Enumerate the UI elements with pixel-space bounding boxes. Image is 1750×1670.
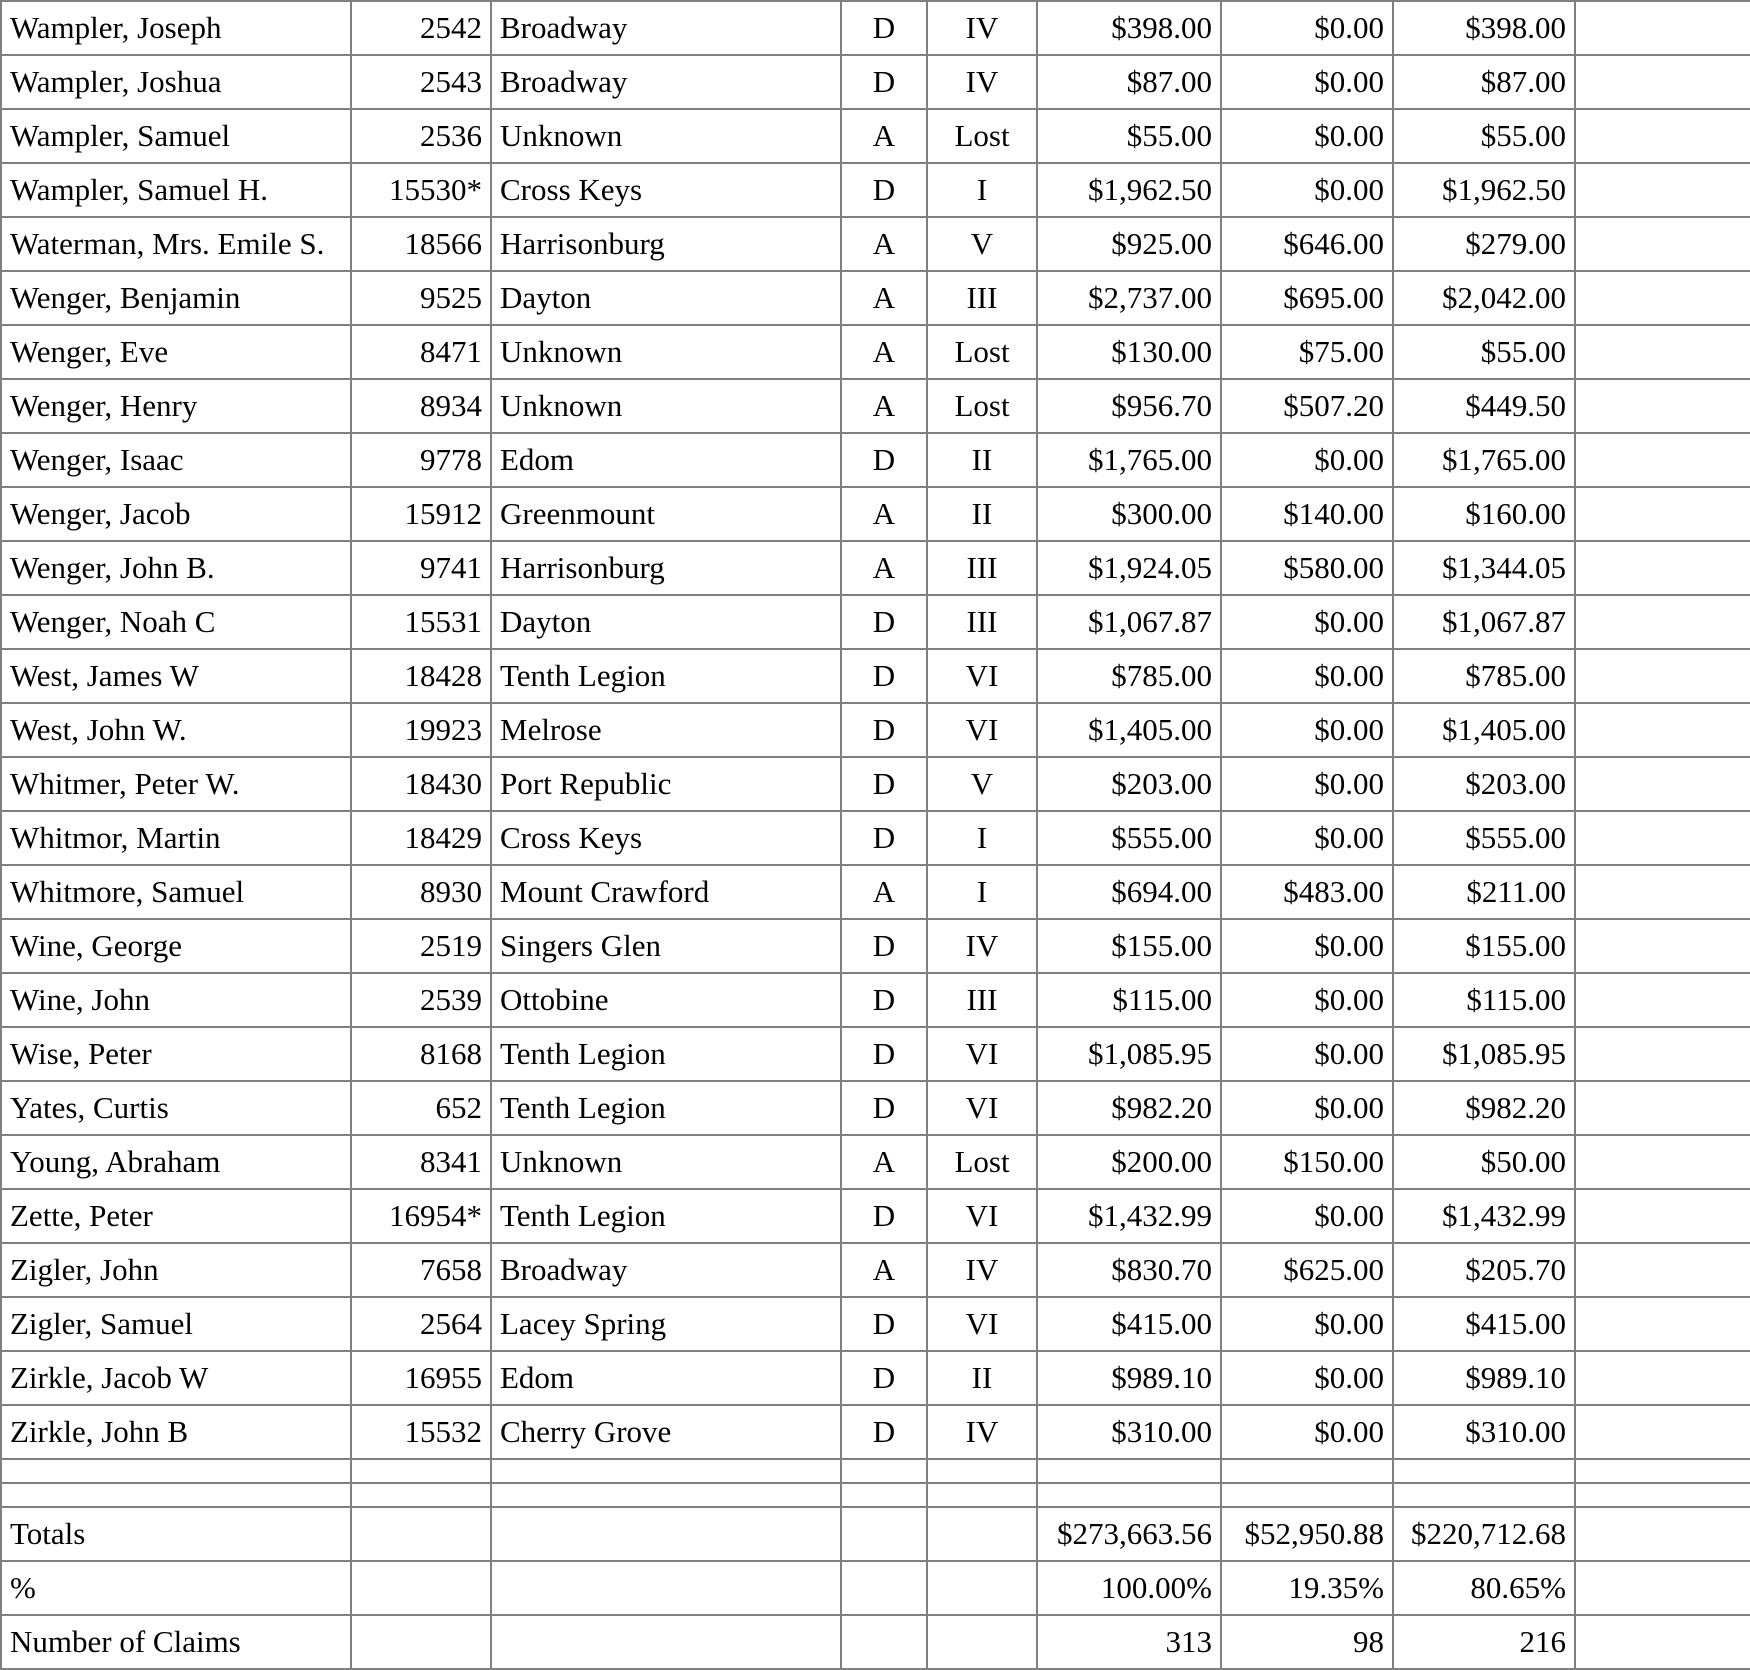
empty-cell — [1575, 1, 1750, 55]
location: Unknown — [491, 325, 841, 379]
claimant-name: Zigler, Samuel — [1, 1297, 351, 1351]
amount-allowed: $398.00 — [1393, 1, 1575, 55]
category: II — [927, 1351, 1037, 1405]
amount-claimed: $989.10 — [1037, 1351, 1221, 1405]
claimant-name: West, John W. — [1, 703, 351, 757]
category: I — [927, 811, 1037, 865]
category: Lost — [927, 1135, 1037, 1189]
status-code: A — [841, 865, 927, 919]
totals-disallowed: $52,950.88 — [1221, 1507, 1393, 1561]
amount-disallowed: $0.00 — [1221, 703, 1393, 757]
amount-claimed: $694.00 — [1037, 865, 1221, 919]
category: VI — [927, 1189, 1037, 1243]
empty-cell — [1575, 595, 1750, 649]
claim-number: 9741 — [351, 541, 491, 595]
empty-cell — [1575, 1189, 1750, 1243]
location: Mount Crawford — [491, 865, 841, 919]
amount-allowed: $1,765.00 — [1393, 433, 1575, 487]
claimant-name: Whitmer, Peter W. — [1, 757, 351, 811]
category: II — [927, 433, 1037, 487]
status-code: D — [841, 1027, 927, 1081]
location: Ottobine — [491, 973, 841, 1027]
claim-number: 9778 — [351, 433, 491, 487]
claimant-name: Whitmore, Samuel — [1, 865, 351, 919]
empty-cell — [1575, 163, 1750, 217]
category: V — [927, 217, 1037, 271]
amount-allowed: $555.00 — [1393, 811, 1575, 865]
amount-claimed: $1,067.87 — [1037, 595, 1221, 649]
amount-claimed: $1,962.50 — [1037, 163, 1221, 217]
location: Tenth Legion — [491, 1027, 841, 1081]
amount-allowed: $1,067.87 — [1393, 595, 1575, 649]
status-code: D — [841, 649, 927, 703]
amount-disallowed: $0.00 — [1221, 1081, 1393, 1135]
table-row — [1, 1027, 1750, 1081]
empty-cell — [1575, 649, 1750, 703]
table-row — [1, 271, 1750, 325]
claimant-name: Wampler, Samuel H. — [1, 163, 351, 217]
empty-cell — [1575, 1027, 1750, 1081]
location: Tenth Legion — [491, 1081, 841, 1135]
claimant-name: Young, Abraham — [1, 1135, 351, 1189]
location: Edom — [491, 433, 841, 487]
category: II — [927, 487, 1037, 541]
amount-claimed: $830.70 — [1037, 1243, 1221, 1297]
table-row — [1, 163, 1750, 217]
status-code: D — [841, 55, 927, 109]
amount-claimed: $200.00 — [1037, 1135, 1221, 1189]
claimant-name: Wampler, Samuel — [1, 109, 351, 163]
claim-number: 15530* — [351, 163, 491, 217]
location: Harrisonburg — [491, 217, 841, 271]
amount-allowed: $415.00 — [1393, 1297, 1575, 1351]
claimant-name: Wenger, Noah C — [1, 595, 351, 649]
claims-count-row — [1, 1615, 1750, 1669]
amount-disallowed: $0.00 — [1221, 1027, 1393, 1081]
claimant-name: West, James W — [1, 649, 351, 703]
location: Singers Glen — [491, 919, 841, 973]
status-code: D — [841, 703, 927, 757]
amount-allowed: $310.00 — [1393, 1405, 1575, 1459]
category: IV — [927, 919, 1037, 973]
amount-disallowed: $75.00 — [1221, 325, 1393, 379]
claim-number: 18430 — [351, 757, 491, 811]
amount-disallowed: $646.00 — [1221, 217, 1393, 271]
table-row — [1, 1351, 1750, 1405]
amount-allowed: $55.00 — [1393, 325, 1575, 379]
claims-table-body — [1, 1, 1750, 1459]
table-row — [1, 217, 1750, 271]
claimant-name: Wampler, Joseph — [1, 1, 351, 55]
status-code: D — [841, 1, 927, 55]
claimant-name: Wenger, Eve — [1, 325, 351, 379]
location: Unknown — [491, 379, 841, 433]
category: III — [927, 973, 1037, 1027]
claims-count-label: Number of Claims — [1, 1615, 351, 1669]
amount-disallowed: $0.00 — [1221, 757, 1393, 811]
amount-disallowed: $0.00 — [1221, 163, 1393, 217]
table-row — [1, 811, 1750, 865]
amount-disallowed: $0.00 — [1221, 649, 1393, 703]
location: Dayton — [491, 271, 841, 325]
location: Broadway — [491, 55, 841, 109]
table-row — [1, 1189, 1750, 1243]
percent-label: % — [1, 1561, 351, 1615]
claimant-name: Wenger, Benjamin — [1, 271, 351, 325]
category: V — [927, 757, 1037, 811]
claimant-name: Wampler, Joshua — [1, 55, 351, 109]
amount-allowed: $160.00 — [1393, 487, 1575, 541]
amount-allowed: $2,042.00 — [1393, 271, 1575, 325]
claim-number: 2536 — [351, 109, 491, 163]
category: Lost — [927, 109, 1037, 163]
claim-number: 2539 — [351, 973, 491, 1027]
amount-disallowed: $0.00 — [1221, 1189, 1393, 1243]
claimant-name: Wine, John — [1, 973, 351, 1027]
category: VI — [927, 1027, 1037, 1081]
claim-number: 18429 — [351, 811, 491, 865]
table-row — [1, 865, 1750, 919]
location: Melrose — [491, 703, 841, 757]
status-code: D — [841, 811, 927, 865]
status-code: A — [841, 541, 927, 595]
claim-number: 8934 — [351, 379, 491, 433]
category: IV — [927, 1, 1037, 55]
category: III — [927, 541, 1037, 595]
amount-claimed: $982.20 — [1037, 1081, 1221, 1135]
amount-claimed: $398.00 — [1037, 1, 1221, 55]
amount-claimed: $555.00 — [1037, 811, 1221, 865]
location: Cross Keys — [491, 163, 841, 217]
amount-disallowed: $150.00 — [1221, 1135, 1393, 1189]
claim-number: 652 — [351, 1081, 491, 1135]
amount-disallowed: $0.00 — [1221, 973, 1393, 1027]
claim-number: 18566 — [351, 217, 491, 271]
empty-cell — [1575, 1135, 1750, 1189]
amount-claimed: $1,405.00 — [1037, 703, 1221, 757]
location: Tenth Legion — [491, 1189, 841, 1243]
amount-allowed: $211.00 — [1393, 865, 1575, 919]
category: IV — [927, 1243, 1037, 1297]
amount-allowed: $155.00 — [1393, 919, 1575, 973]
spacer-row — [1, 1483, 1750, 1507]
claims-count-claimed: 313 — [1037, 1615, 1221, 1669]
percent-row — [1, 1561, 1750, 1615]
status-code: D — [841, 1297, 927, 1351]
table-row — [1, 649, 1750, 703]
amount-disallowed: $0.00 — [1221, 55, 1393, 109]
amount-disallowed: $580.00 — [1221, 541, 1393, 595]
table-row — [1, 973, 1750, 1027]
claim-number: 15532 — [351, 1405, 491, 1459]
location: Port Republic — [491, 757, 841, 811]
status-code: D — [841, 433, 927, 487]
category: VI — [927, 1081, 1037, 1135]
location: Lacey Spring — [491, 1297, 841, 1351]
empty-cell — [1575, 541, 1750, 595]
amount-disallowed: $0.00 — [1221, 595, 1393, 649]
amount-allowed: $449.50 — [1393, 379, 1575, 433]
location: Greenmount — [491, 487, 841, 541]
amount-claimed: $785.00 — [1037, 649, 1221, 703]
amount-allowed: $989.10 — [1393, 1351, 1575, 1405]
amount-claimed: $87.00 — [1037, 55, 1221, 109]
empty-cell — [1575, 487, 1750, 541]
amount-allowed: $1,405.00 — [1393, 703, 1575, 757]
amount-disallowed: $0.00 — [1221, 433, 1393, 487]
category: I — [927, 163, 1037, 217]
amount-disallowed: $0.00 — [1221, 1297, 1393, 1351]
amount-claimed: $925.00 — [1037, 217, 1221, 271]
claim-number: 2542 — [351, 1, 491, 55]
table-row — [1, 109, 1750, 163]
empty-cell — [1575, 1081, 1750, 1135]
empty-cell — [1575, 1351, 1750, 1405]
table-row — [1, 703, 1750, 757]
amount-allowed: $1,344.05 — [1393, 541, 1575, 595]
summary-section — [1, 1459, 1750, 1669]
claim-number: 2519 — [351, 919, 491, 973]
category: VI — [927, 649, 1037, 703]
claimant-name: Whitmor, Martin — [1, 811, 351, 865]
status-code: A — [841, 1243, 927, 1297]
location: Edom — [491, 1351, 841, 1405]
status-code: A — [841, 1135, 927, 1189]
amount-allowed: $1,085.95 — [1393, 1027, 1575, 1081]
status-code: A — [841, 325, 927, 379]
claim-number: 7658 — [351, 1243, 491, 1297]
table-row — [1, 55, 1750, 109]
empty-cell — [1575, 703, 1750, 757]
claim-number: 8168 — [351, 1027, 491, 1081]
location: Dayton — [491, 595, 841, 649]
empty-cell — [1575, 325, 1750, 379]
table-row — [1, 1081, 1750, 1135]
status-code: D — [841, 1405, 927, 1459]
claim-number: 8930 — [351, 865, 491, 919]
amount-allowed: $203.00 — [1393, 757, 1575, 811]
location: Broadway — [491, 1, 841, 55]
spacer-row — [1, 1459, 1750, 1483]
location: Unknown — [491, 1135, 841, 1189]
amount-allowed: $55.00 — [1393, 109, 1575, 163]
claimant-name: Wenger, Jacob — [1, 487, 351, 541]
amount-claimed: $115.00 — [1037, 973, 1221, 1027]
amount-disallowed: $0.00 — [1221, 1405, 1393, 1459]
amount-claimed: $956.70 — [1037, 379, 1221, 433]
category: IV — [927, 55, 1037, 109]
amount-claimed: $310.00 — [1037, 1405, 1221, 1459]
status-code: D — [841, 919, 927, 973]
status-code: D — [841, 1189, 927, 1243]
amount-claimed: $55.00 — [1037, 109, 1221, 163]
empty-cell — [1575, 757, 1750, 811]
empty-cell — [1575, 1405, 1750, 1459]
claim-number: 18428 — [351, 649, 491, 703]
table-row — [1, 919, 1750, 973]
table-row — [1, 1405, 1750, 1459]
amount-claimed: $203.00 — [1037, 757, 1221, 811]
percent-allowed: 80.65% — [1393, 1561, 1575, 1615]
location: Cross Keys — [491, 811, 841, 865]
amount-claimed: $2,737.00 — [1037, 271, 1221, 325]
status-code: D — [841, 1081, 927, 1135]
claim-number: 2543 — [351, 55, 491, 109]
claimant-name: Wenger, Isaac — [1, 433, 351, 487]
claim-number: 15531 — [351, 595, 491, 649]
empty-cell — [1575, 865, 1750, 919]
amount-allowed: $1,432.99 — [1393, 1189, 1575, 1243]
status-code: A — [841, 379, 927, 433]
amount-allowed: $785.00 — [1393, 649, 1575, 703]
empty-cell — [1575, 1243, 1750, 1297]
totals-claimed: $273,663.56 — [1037, 1507, 1221, 1561]
amount-claimed: $300.00 — [1037, 487, 1221, 541]
category: III — [927, 271, 1037, 325]
status-code: D — [841, 757, 927, 811]
claimant-name: Waterman, Mrs. Emile S. — [1, 217, 351, 271]
empty-cell — [1575, 433, 1750, 487]
claimant-name: Zirkle, Jacob W — [1, 1351, 351, 1405]
claim-number: 16955 — [351, 1351, 491, 1405]
totals-allowed: $220,712.68 — [1393, 1507, 1575, 1561]
amount-allowed: $115.00 — [1393, 973, 1575, 1027]
location: Unknown — [491, 109, 841, 163]
table-row — [1, 757, 1750, 811]
status-code: D — [841, 1351, 927, 1405]
table-row — [1, 541, 1750, 595]
amount-claimed: $1,924.05 — [1037, 541, 1221, 595]
amount-disallowed: $625.00 — [1221, 1243, 1393, 1297]
claimant-name: Zigler, John — [1, 1243, 351, 1297]
amount-claimed: $130.00 — [1037, 325, 1221, 379]
table-row — [1, 325, 1750, 379]
percent-disallowed: 19.35% — [1221, 1561, 1393, 1615]
claimant-name: Zirkle, John B — [1, 1405, 351, 1459]
status-code: D — [841, 163, 927, 217]
category: I — [927, 865, 1037, 919]
claims-count-allowed: 216 — [1393, 1615, 1575, 1669]
category: Lost — [927, 379, 1037, 433]
claim-number: 9525 — [351, 271, 491, 325]
status-code: D — [841, 595, 927, 649]
amount-disallowed: $0.00 — [1221, 1, 1393, 55]
amount-disallowed: $140.00 — [1221, 487, 1393, 541]
claimant-name: Yates, Curtis — [1, 1081, 351, 1135]
claimant-name: Wenger, Henry — [1, 379, 351, 433]
category: Lost — [927, 325, 1037, 379]
amount-disallowed: $0.00 — [1221, 1351, 1393, 1405]
claimant-name: Wenger, John B. — [1, 541, 351, 595]
amount-disallowed: $0.00 — [1221, 919, 1393, 973]
table-row — [1, 1297, 1750, 1351]
empty-cell — [1575, 1297, 1750, 1351]
status-code: A — [841, 487, 927, 541]
totals-row — [1, 1507, 1750, 1561]
empty-cell — [1575, 811, 1750, 865]
claimant-name: Wise, Peter — [1, 1027, 351, 1081]
amount-allowed: $205.70 — [1393, 1243, 1575, 1297]
claims-count-disallowed: 98 — [1221, 1615, 1393, 1669]
status-code: A — [841, 271, 927, 325]
amount-allowed: $50.00 — [1393, 1135, 1575, 1189]
category: III — [927, 595, 1037, 649]
claim-number: 19923 — [351, 703, 491, 757]
amount-allowed: $1,962.50 — [1393, 163, 1575, 217]
amount-allowed: $982.20 — [1393, 1081, 1575, 1135]
amount-allowed: $279.00 — [1393, 217, 1575, 271]
status-code: D — [841, 973, 927, 1027]
amount-disallowed: $483.00 — [1221, 865, 1393, 919]
claimant-name: Wine, George — [1, 919, 351, 973]
amount-claimed: $155.00 — [1037, 919, 1221, 973]
claimant-name: Zette, Peter — [1, 1189, 351, 1243]
amount-disallowed: $0.00 — [1221, 109, 1393, 163]
category: VI — [927, 703, 1037, 757]
claim-number: 8341 — [351, 1135, 491, 1189]
amount-claimed: $415.00 — [1037, 1297, 1221, 1351]
empty-cell — [1575, 217, 1750, 271]
category: VI — [927, 1297, 1037, 1351]
amount-claimed: $1,085.95 — [1037, 1027, 1221, 1081]
table-row — [1, 1135, 1750, 1189]
amount-disallowed: $695.00 — [1221, 271, 1393, 325]
location: Cherry Grove — [491, 1405, 841, 1459]
table-row — [1, 433, 1750, 487]
amount-claimed: $1,765.00 — [1037, 433, 1221, 487]
amount-claimed: $1,432.99 — [1037, 1189, 1221, 1243]
amount-allowed: $87.00 — [1393, 55, 1575, 109]
empty-cell — [1575, 271, 1750, 325]
claim-number: 16954* — [351, 1189, 491, 1243]
location: Harrisonburg — [491, 541, 841, 595]
percent-claimed: 100.00% — [1037, 1561, 1221, 1615]
table-row — [1, 595, 1750, 649]
table-row — [1, 1243, 1750, 1297]
empty-cell — [1575, 109, 1750, 163]
location: Tenth Legion — [491, 649, 841, 703]
empty-cell — [1575, 973, 1750, 1027]
claim-number: 15912 — [351, 487, 491, 541]
amount-disallowed: $0.00 — [1221, 811, 1393, 865]
status-code: A — [841, 217, 927, 271]
claim-number: 8471 — [351, 325, 491, 379]
table-row — [1, 1, 1750, 55]
location: Broadway — [491, 1243, 841, 1297]
empty-cell — [1575, 379, 1750, 433]
table-row — [1, 487, 1750, 541]
category: IV — [927, 1405, 1037, 1459]
claim-number: 2564 — [351, 1297, 491, 1351]
totals-label: Totals — [1, 1507, 351, 1561]
empty-cell — [1575, 919, 1750, 973]
empty-cell — [1575, 55, 1750, 109]
amount-disallowed: $507.20 — [1221, 379, 1393, 433]
table-row — [1, 379, 1750, 433]
status-code: A — [841, 109, 927, 163]
